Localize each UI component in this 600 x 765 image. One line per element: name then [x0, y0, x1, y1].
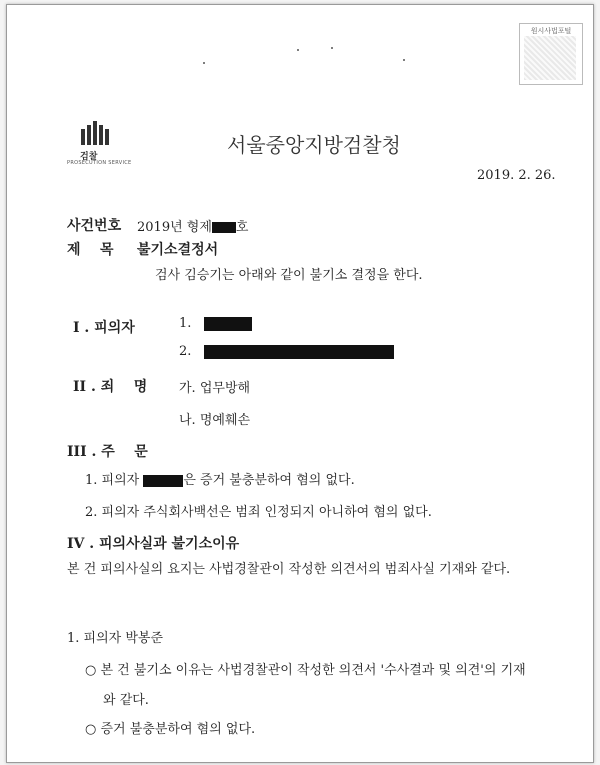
subject-value: 불기소결정서: [137, 242, 219, 258]
case-number-prefix: 2019년 형제: [137, 220, 212, 235]
disposition-item-1: [85, 469, 355, 488]
portal-stamp: [519, 23, 583, 85]
stamp-pattern: [524, 36, 576, 80]
section-charges-label: II . 죄 명: [73, 379, 148, 395]
detail-heading: 1. 피의자 박봉준: [67, 631, 164, 646]
disposition-item-1-prefix: 1. 피의자: [85, 473, 140, 488]
case-number-value: [137, 216, 248, 235]
section-suspect-label: I . 피의자: [73, 320, 135, 336]
scan-speck: [203, 62, 205, 64]
document-page: [6, 4, 594, 763]
redaction-box: [143, 475, 183, 487]
detail-bullet-1-line-2: 와 같다.: [103, 693, 149, 708]
section-reasons-label: IV . 피의사실과 불기소이유: [67, 536, 240, 552]
suspect-item-2-number: 2.: [179, 344, 192, 359]
scan-speck: [297, 49, 299, 51]
logo-subtext: PROSECUTION SERVICE: [67, 160, 132, 166]
disposition-item-1-suffix: 은 증거 불충분하여 혐의 없다.: [183, 473, 355, 488]
document-date: 2019. 2. 26.: [477, 168, 556, 183]
redaction-box: [204, 345, 394, 359]
prosecution-emblem-icon: [79, 121, 113, 145]
redaction-box: [204, 317, 252, 331]
suspect-item-2: [179, 344, 394, 359]
reasons-body: 본 건 피의사실의 요지는 사법경찰관이 작성한 의견서의 범죄사실 기재와 같다.: [67, 562, 511, 577]
charge-item-2: 나. 명예훼손: [179, 413, 251, 428]
charge-item-1: 가. 업무방해: [179, 381, 251, 396]
subject-label: 제 목: [67, 242, 114, 258]
office-title: 서울중앙지방검찰청: [227, 133, 401, 157]
redaction-box: [212, 222, 236, 233]
disposition-item-2: 2. 피의자 주식회사백선은 범죄 인정되지 아니하여 혐의 없다.: [85, 505, 432, 520]
intro-statement: 검사 김승기는 아래와 같이 불기소 결정을 한다.: [155, 268, 423, 283]
scan-speck: [331, 47, 333, 49]
suspect-item-1-number: 1.: [179, 316, 192, 331]
case-number-suffix: 호: [235, 220, 249, 235]
case-number-label: 사건번호: [67, 218, 122, 234]
section-disposition-label: III . 주 문: [67, 444, 148, 460]
logo-text: 검찰: [80, 152, 98, 162]
detail-bullet-1-line-1: ○ 본 건 불기소 이유는 사법경찰관이 작성한 의견서 '수사결과 및 의견'의 기재: [85, 663, 526, 678]
stamp-label: 원시사법포털: [530, 27, 572, 35]
scan-speck: [403, 59, 405, 61]
detail-bullet-2: ○ 증거 불충분하여 혐의 없다.: [85, 722, 256, 737]
suspect-item-1: [179, 316, 252, 331]
